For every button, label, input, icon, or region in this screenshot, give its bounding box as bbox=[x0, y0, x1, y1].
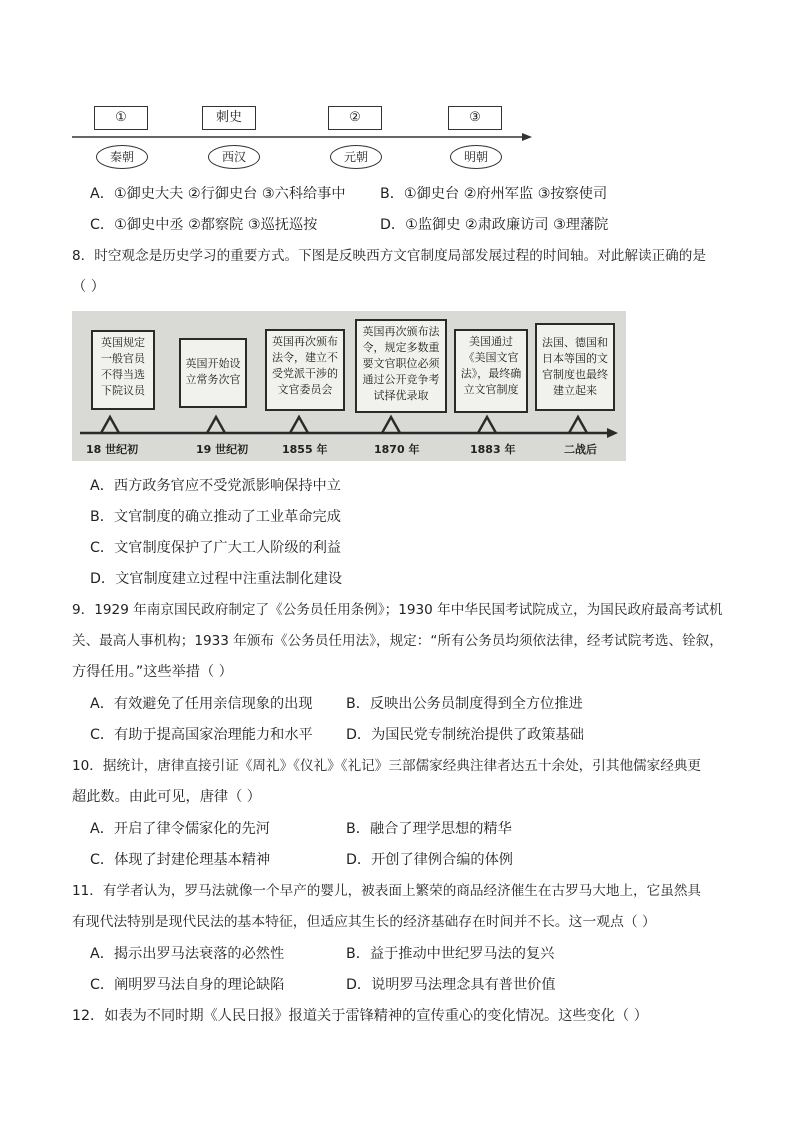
q11-option-a: A．揭示出罗马法衰落的必然性 bbox=[90, 946, 285, 962]
q9-option-a: A．有效避免了任用亲信现象的出现 bbox=[90, 696, 313, 712]
timeline-box-1: ① bbox=[94, 106, 148, 130]
timeline-date-5: 1883 年 bbox=[470, 443, 516, 456]
q8-option-c: C．文官制度保护了广大工人阶级的利益 bbox=[90, 540, 342, 556]
q8-stem-line1: 8．时空观念是历史学习的重要方式。下图是反映西方文官制度局部发展过程的时间轴。对此解读正确的是 bbox=[72, 248, 706, 264]
q9-stem-line2: 关、最高人事机构；1933 年颁布《公务员任用法》，规定：“所有公务员均须依法律，经考试院考选、铨叙， bbox=[72, 633, 723, 649]
timeline-date-6: 二战后 bbox=[564, 443, 597, 456]
dynasty-label-4: 明朝 bbox=[450, 145, 502, 169]
q10-option-b: B．融合了理学思想的精华 bbox=[346, 821, 512, 837]
timeline-box-2: 刺史 bbox=[202, 106, 256, 130]
dynasty-label-2: 西汉 bbox=[208, 145, 260, 169]
q8-option-d: D．文官制度建立过程中注重法制化建设 bbox=[90, 571, 343, 587]
q8-option-a: A．西方政务官应不受党派影响保持中立 bbox=[90, 478, 341, 494]
timeline-event-5: 美国通过《美国文官法》，最终确立文官制度 bbox=[454, 329, 528, 413]
timeline-date-3: 1855 年 bbox=[282, 443, 328, 456]
dynasty-label-1: 秦朝 bbox=[96, 145, 148, 169]
q9-stem-line1: 9．1929 年南京国民政府制定了《公务员任用条例》；1930 年中华民国考试院成立，为国民政府最高考试机 bbox=[72, 602, 723, 618]
q7-option-d: D．①监御史 ②肃政廉访司 ③理藩院 bbox=[380, 217, 609, 233]
q11-option-d: D．说明罗马法理念具有普世价值 bbox=[346, 977, 556, 993]
q9-option-c: C．有助于提高国家治理能力和水平 bbox=[90, 727, 313, 743]
q8-stem-line2: （ ） bbox=[72, 279, 105, 295]
dynasty-label-3: 元朝 bbox=[330, 145, 382, 169]
q11-option-c: C．阐明罗马法自身的理论缺陷 bbox=[90, 977, 285, 993]
timeline-box-3: ② bbox=[328, 106, 382, 130]
q7-option-c: C．①御史中丞 ②都察院 ③巡抚巡按 bbox=[90, 217, 318, 233]
q10-option-c: C．体现了封建伦理基本精神 bbox=[90, 852, 271, 868]
q7-option-a: A．①御史大夫 ②行御史台 ③六科给事中 bbox=[90, 186, 346, 202]
q11-option-b: B．益于推动中世纪罗马法的复兴 bbox=[346, 946, 555, 962]
timeline-event-1: 英国规定一般官员不得当选下院议员 bbox=[91, 330, 155, 410]
q10-stem-line2: 超此数。由此可见，唐律（ ） bbox=[72, 789, 261, 805]
timeline-event-4: 英国再次颁布法令，规定多数重要文官职位必须通过公开竞争考试择优录取 bbox=[355, 319, 447, 413]
q11-stem-line2: 有现代法特别是现代民法的基本特征，但适应其生长的经济基础存在时间并不长。这一观点（ ） bbox=[72, 914, 656, 930]
timeline-event-2: 英国开始设立常务次官 bbox=[179, 338, 247, 408]
q8-option-b: B．文官制度的确立推动了工业革命完成 bbox=[90, 509, 341, 525]
timeline-event-6: 法国、德国和日本等国的文官制度也最终建立起来 bbox=[535, 323, 615, 411]
q7-option-b: B．①御史台 ②府州军监 ③按察使司 bbox=[380, 186, 608, 202]
q10-stem-line1: 10．据统计，唐律直接引证《周礼》《仪礼》《礼记》三部儒家经典注律者达五十余处，引其他儒家经典更 bbox=[72, 758, 702, 774]
q9-option-d: D．为国民党专制统治提供了政策基础 bbox=[346, 727, 584, 743]
q9-stem-line3: 方得任用。”这些举措（ ） bbox=[72, 664, 233, 680]
q9-option-b: B．反映出公务员制度得到全方位推进 bbox=[346, 696, 583, 712]
q10-option-d: D．开创了律例合编的体例 bbox=[346, 852, 513, 868]
civil-service-timeline-image bbox=[72, 311, 626, 461]
q11-stem-line1: 11．有学者认为，罗马法就像一个早产的婴儿，被表面上繁荣的商品经济催生在古罗马大地上，它虽然具 bbox=[72, 883, 702, 899]
dynasty-timeline bbox=[72, 100, 542, 175]
q12-stem-line1: 12．如表为不同时期《人民日报》报道关于雷锋精神的宣传重心的变化情况。这些变化（ ） bbox=[72, 1008, 648, 1024]
timeline-date-4: 1870 年 bbox=[374, 443, 420, 456]
timeline-event-3: 英国再次颁布法令，建立不受党派干涉的文官委员会 bbox=[265, 329, 345, 411]
timeline-box-4: ③ bbox=[448, 106, 502, 130]
timeline-date-2: 19 世纪初 bbox=[196, 443, 249, 456]
timeline-date-1: 18 世纪初 bbox=[86, 443, 139, 456]
q10-option-a: A．开启了律令儒家化的先河 bbox=[90, 821, 270, 837]
